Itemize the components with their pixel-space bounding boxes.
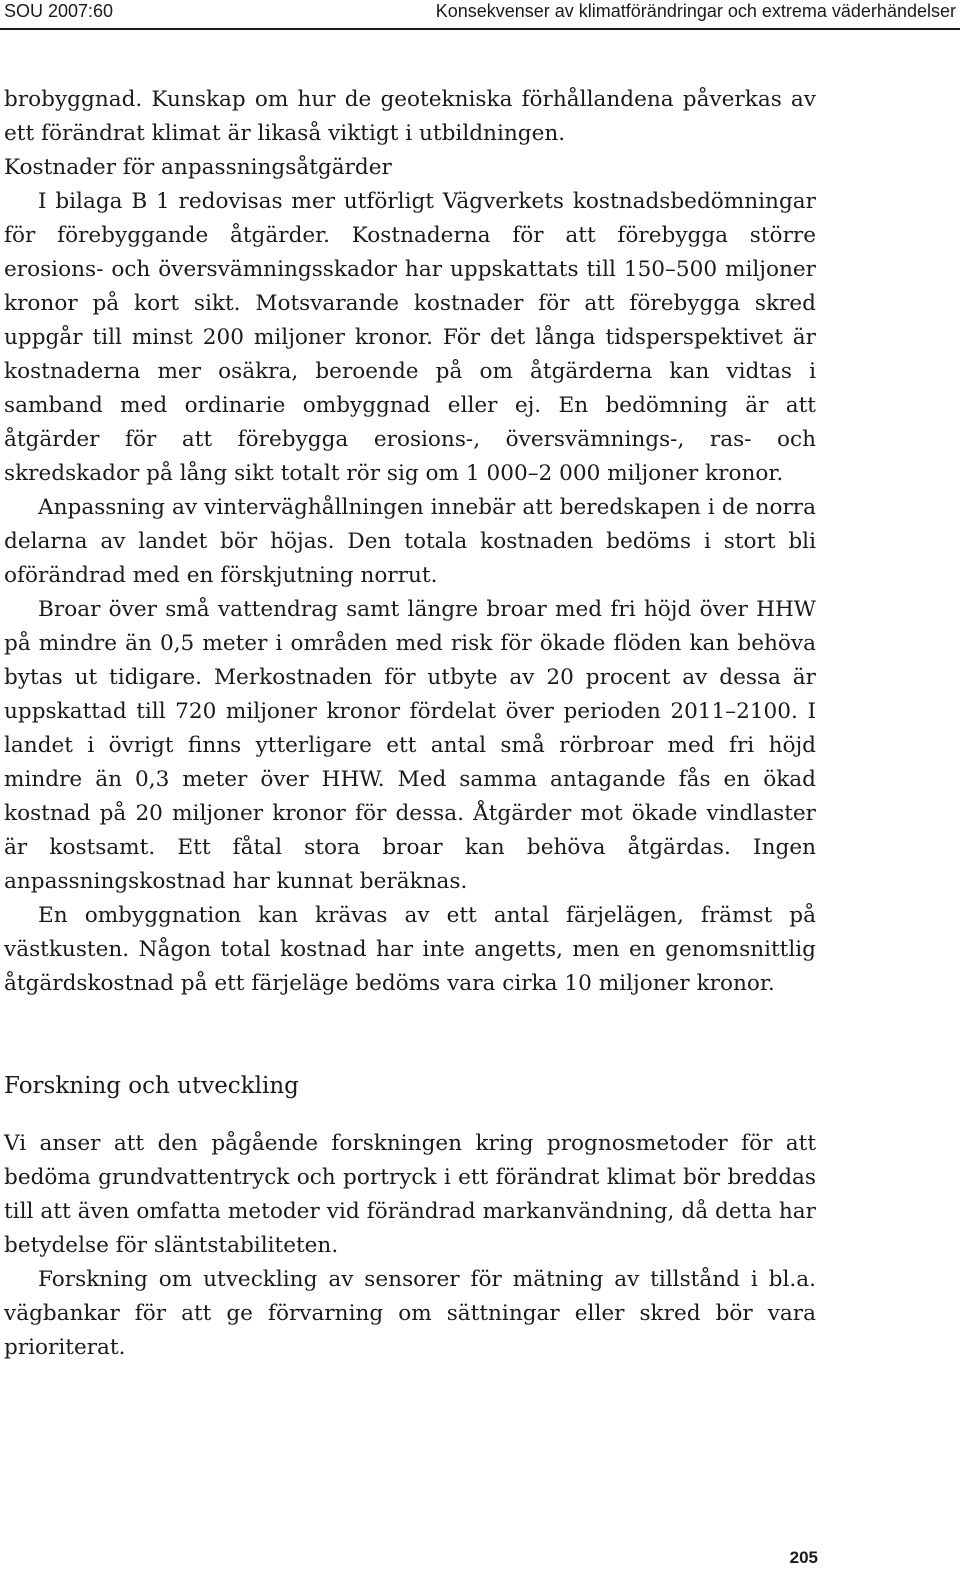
chapter-title: Konsekvenser av klimatförändringar och extrema väderhändelser (435, 1, 956, 21)
header-rule (0, 28, 960, 30)
paragraph-research-2: Forskning om utveckling av sensorer för mätning av tillstånd i bl.a. vägbankar för att ge förvarning om sättningar eller skred bör vara prioriterat. (4, 1267, 816, 1360)
paragraph-bridges: Broar över små vattendrag samt längre broar med fri höjd över HHW på mindre än 0,5 meter i områden med risk för ökade flöden kan behöva bytas ut tidigare. Merkostnaden för utbyte av 20 procent av dessa är uppskattad till 720 miljoner kronor fördelat över perioden 2011–2100. I landet i övrigt finns ytterligare ett antal små rörbroar med fri höjd mindre än 0,3 meter över HHW. Med samma antagande fås en ökad kostnad på 20 miljoner kronor för dessa. Åtgärder mot ökade vindlaster är kostsamt. Ett fåtal stora broar kan behöva åtgärdas. Ingen anpassningskostnad har kunnat beräknas. (4, 597, 816, 894)
page-body (4, 83, 816, 1365)
paragraph-ferry-berths: En ombyggnation kan krävas av ett antal färjelägen, främst på västkusten. Någon total kostnad har inte angetts, men en genomsnittlig åtgärdskostnad på ett färjeläge bedöms vara cirka 10 miljoner kronor. (4, 903, 816, 996)
subheading-costs: Kostnader för anpassningsåtgärder (4, 155, 392, 180)
page-number: 205 (789, 1548, 818, 1567)
section-body (4, 1127, 816, 1365)
section-heading: Forskning och utveckling (4, 1073, 299, 1099)
paragraph-costs: I bilaga B 1 redovisas mer utförligt Vägverkets kostnadsbedömningar för förebyggande åtgärder. Kostnaderna för att förebygga större erosions- och översvämningsskador har uppskattats till 150–500 miljoner kronor på kort sikt. Motsvarande kostnader för att förebygga skred uppgår till minst 200 miljoner kronor. För det långa tidsperspektivet är kostnaderna mer osäkra, beroende på om åtgärderna kan vidtas i samband med ordinarie ombyggnad eller ej. En bedömning är att åtgärder för att förebygga erosions-, översvämnings-, ras- och skredskador på lång sikt totalt rör sig om 1 000–2 000 miljoner kronor. (4, 189, 816, 486)
paragraph-research-1: Vi anser att den pågående forskningen kring prognosmetoder för att bedöma grundvattentryck och portryck i ett förändrat klimat bör breddas till att även omfatta metoder vid förändrad markanvändning, då detta har betydelse för släntstabiliteten. (4, 1131, 816, 1258)
running-header (0, 0, 960, 44)
document-id: SOU 2007:60 (4, 1, 114, 21)
paragraph-winter-maintenance: Anpassning av vinterväghållningen innebär att beredskapen i de norra delarna av landet bör höjas. Den totala kostnaden bedöms i stort bli oförändrad med en förskjutning norrut. (4, 495, 816, 588)
paragraph-continuation: brobyggnad. Kunskap om hur de geotekniska förhållandena påverkas av ett förändrat klimat är likaså viktigt i utbildningen. (4, 87, 816, 146)
